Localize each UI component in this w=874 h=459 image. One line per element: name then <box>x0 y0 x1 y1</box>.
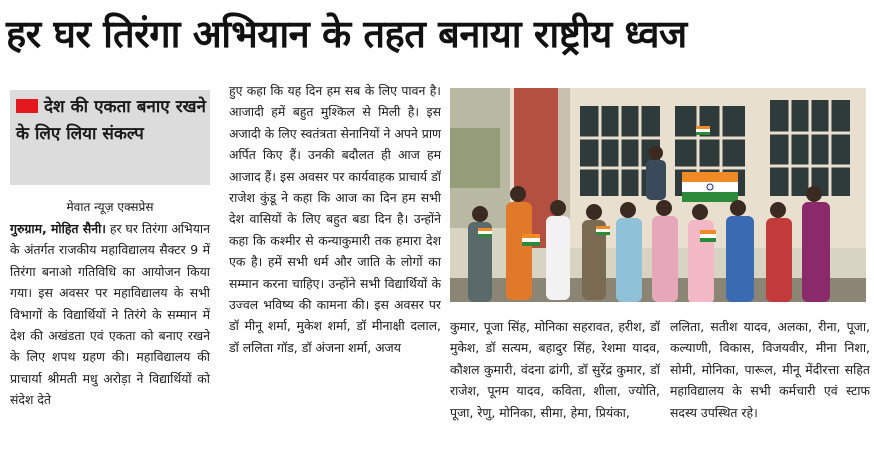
column-2: हुए कहा कि यह दिन हम सब के लिए पावन है। आजादी हमें बहुत मुश्किल से मिली है। इस अजादी के लिए स्वतंत्रता सेनानियों ने अपने प्राण अर्पित किए हैं। उनकी बदौलत ही आज हम आजाद हैं। इस अवसर पर कार्यवाहक प्राचार्य डॉ राजेश कुंडू ने कहा कि आज का दिन हम सभी देश वासियों के लिए बहुत बडा दिन है। उन्होंने कहा कि कश्मीर से कन्याकुमारी तक हमारा देश एक है। हमें सभी धर्म और जाति के लोगों का सम्मान करना चाहिए। उन्होंने सभी विद्यार्थियों के उज्वल भविष्य की कामना की। इस अवसर पर डॉ मीनू शर्मा, मुकेश शर्मा, डॉ मीनाक्षी दलाल, डॉ ललिता गॉड, डॉ अंजना शर्मा, अजय <box>229 83 441 355</box>
subheading-box <box>10 90 210 185</box>
group-photo <box>450 88 866 302</box>
column-4: ललिता, सतीश यादव, अलका, रीना, पूजा, कल्याणी, विकास, विजयवीर, मीना निशा, सोमी, मोनिका, पारूल, मीनू मेंदीरत्ता सहित महाविद्यालय के सभी कर्मचारी एवं स्टाफ सदस्य उपस्थित रहे। <box>670 319 870 420</box>
dateline: गुरुग्राम, मोहित सैनी। <box>10 221 106 236</box>
column-1 <box>10 218 210 411</box>
column-3: कुमार, पूजा सिंह, मोनिका सहरावत, हरीश, डॉ मुकेश, डॉ सत्यम, बहादुर सिंह, रेशमा यादव, कौशल कुमारी, वंदना ढांगी, डॉ सुरेंद्र कुमार, डॉ राजेश, पूनम यादव, कविता, शीला, ज्योति, पूजा, रेणु, मोनिका, सीमा, हेमा, प्रियंका, <box>450 319 660 420</box>
column-1-text: हर घर तिरंगा अभियान के अंतर्गत राजकीय महाविद्यालय सैक्टर 9 में तिरंगा बनाओ गतिविधि का आयोजन किया गया। इस अवसर पर महाविद्यालय के सभी विभागों के विद्यार्थियों ने तिरंगे के सम्मान में देश की अखंडता एवं एकता को बनाए रखने के लिए शपथ ग्रहण की। महाविद्यालय की प्राचार्या श्रीमती मधु अरोड़ा ने विद्यार्थियों को संदेश देते <box>10 221 210 408</box>
byline: मेवात न्यूज़ एक्सप्रेस <box>66 200 154 214</box>
subheading: देश की एकता बनाए रखने के लिए लिया संकल्प <box>16 97 206 144</box>
headline: हर घर तिरंगा अभियान के तहत बनाया राष्ट्रीय ध्वज <box>6 12 687 56</box>
